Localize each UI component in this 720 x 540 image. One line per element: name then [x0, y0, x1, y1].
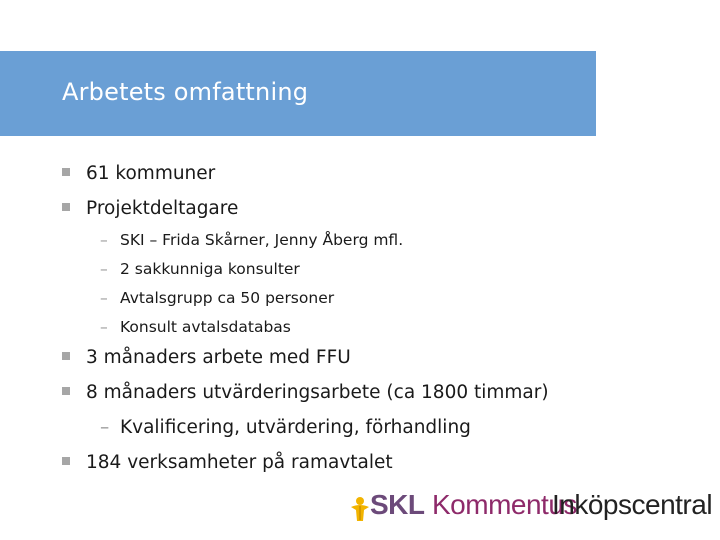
- dash-bullet-icon: –: [100, 318, 108, 336]
- bullet-item: 61 kommuner: [62, 163, 215, 184]
- logo-inkopscentral: Inköpscentral: [552, 489, 713, 520]
- slide-title: Arbetets omfattning: [62, 78, 309, 106]
- sub-bullet-item: – Avtalsgrupp ca 50 personer: [100, 289, 335, 307]
- square-bullet-icon: [62, 387, 70, 395]
- sub-bullet-item: – SKI – Frida Skårner, Jenny Åberg mfl.: [100, 231, 404, 249]
- bullet-item: Projektdeltagare: [62, 198, 238, 219]
- skl-kommentus-logo: [348, 489, 713, 526]
- logo-kommentus: Kommentus: [432, 489, 577, 520]
- square-bullet-icon: [62, 352, 70, 360]
- person-icon: [348, 496, 372, 522]
- dash-bullet-icon: –: [100, 289, 108, 307]
- bullet-item: 8 månaders utvärderingsarbete (ca 1800 timmar): [62, 382, 549, 403]
- sub-bullet-item: – Konsult avtalsdatabas: [100, 318, 291, 336]
- square-bullet-icon: [62, 168, 70, 176]
- square-bullet-icon: [62, 457, 70, 465]
- dash-bullet-icon: –: [100, 231, 108, 249]
- bullet-item: 184 verksamheter på ramavtalet: [62, 452, 393, 473]
- logo-skl: SKL: [370, 489, 425, 520]
- dash-bullet-icon: –: [100, 260, 108, 278]
- sub-bullet-item: – 2 sakkunniga konsulter: [100, 260, 300, 278]
- dash-bullet-icon: –: [100, 417, 110, 438]
- sub-bullet-item: – Kvalificering, utvärdering, förhandling: [100, 417, 471, 438]
- square-bullet-icon: [62, 203, 70, 211]
- bullet-item: 3 månaders arbete med FFU: [62, 347, 351, 368]
